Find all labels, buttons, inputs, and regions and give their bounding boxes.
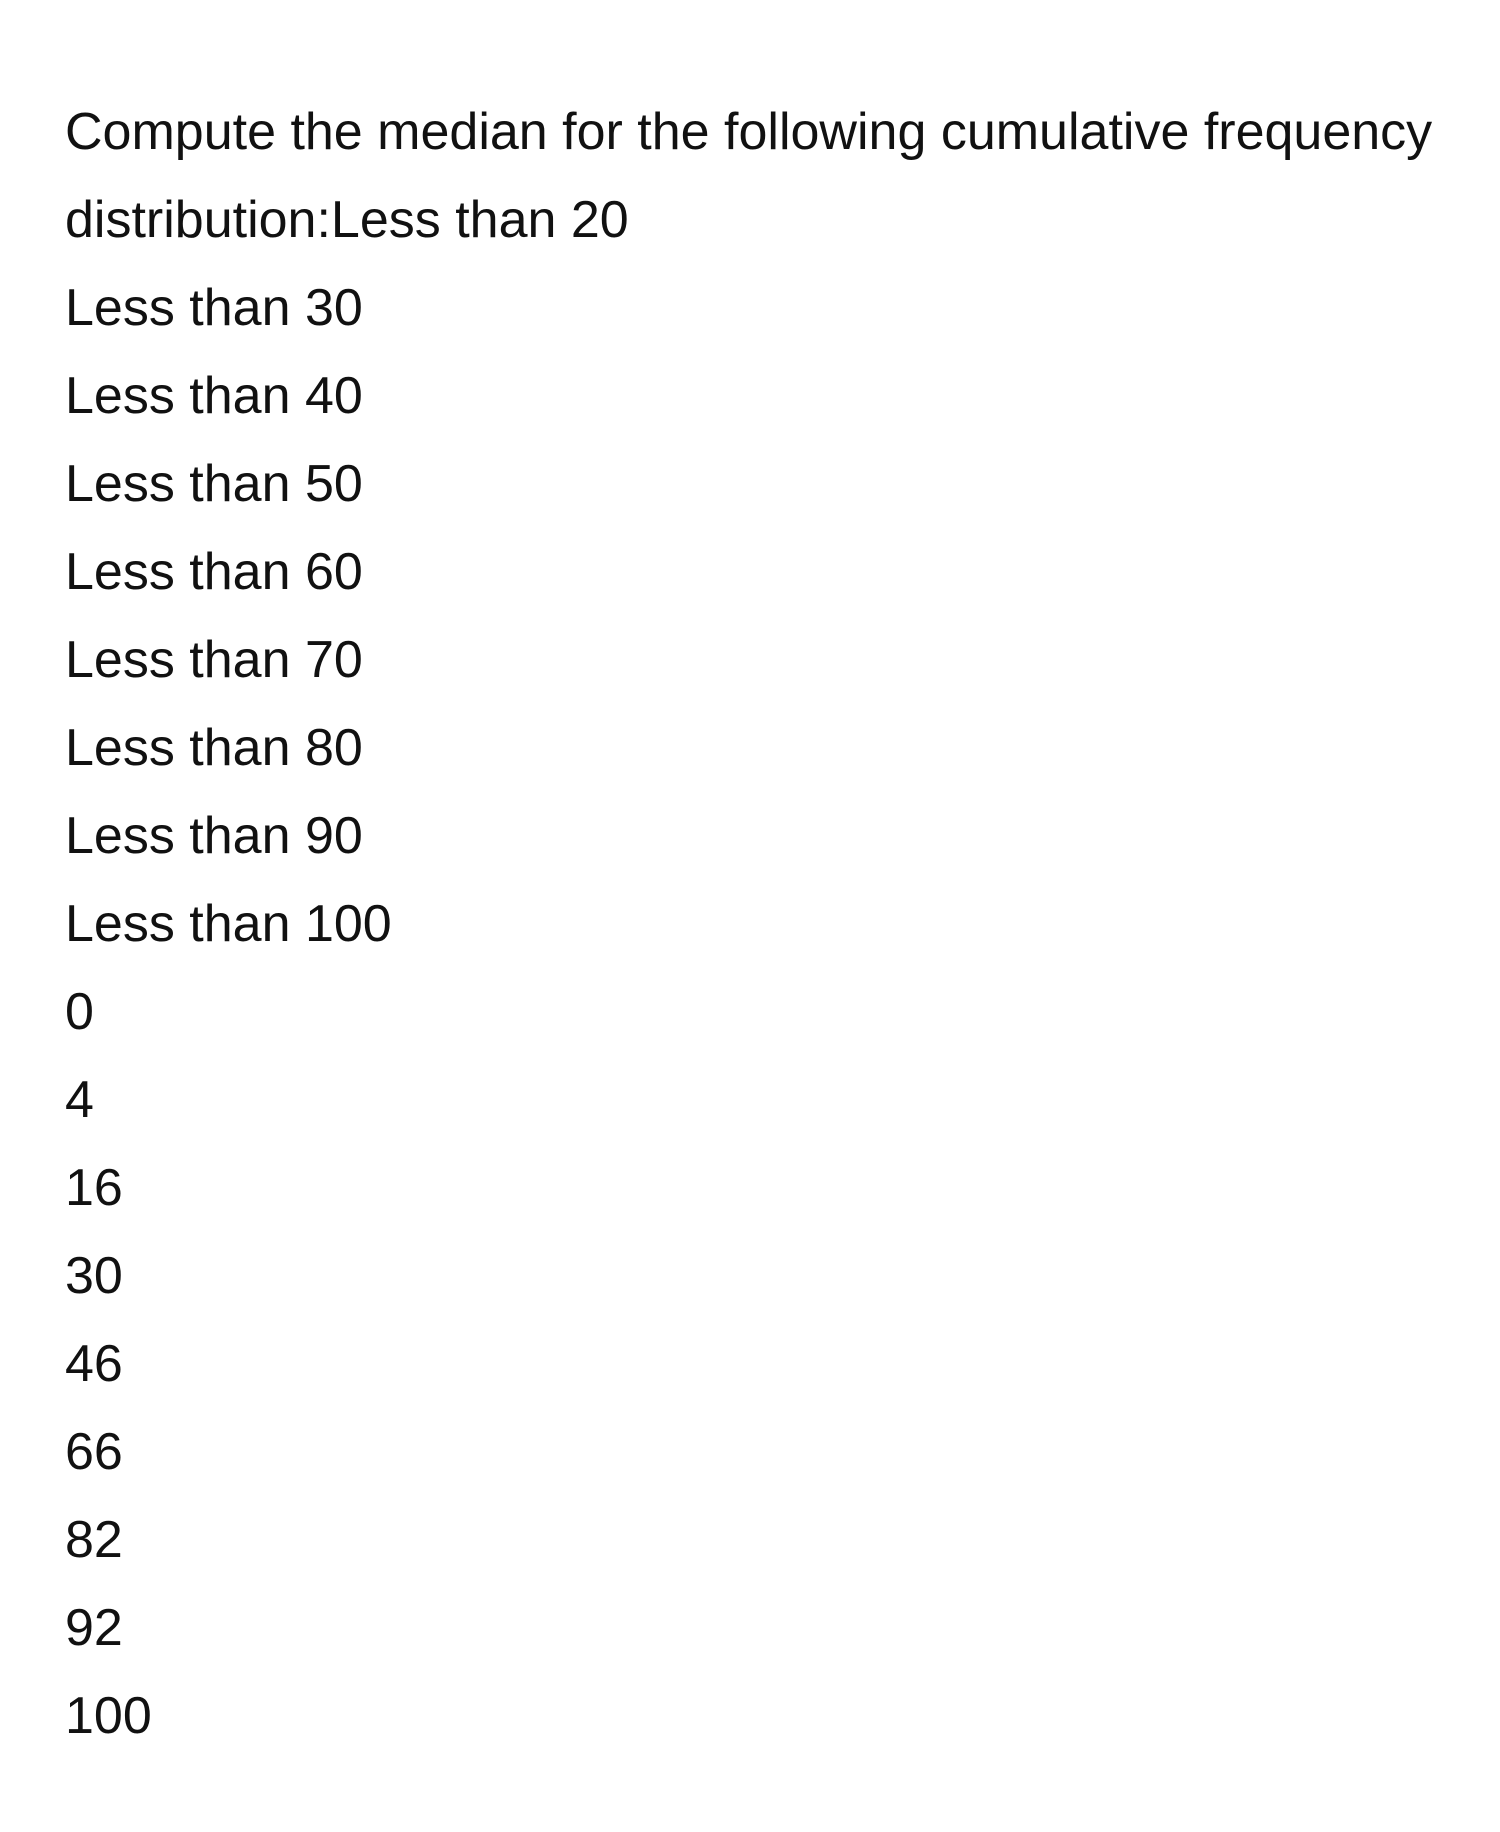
cumulative-frequency: 0 (65, 983, 94, 1041)
frequency-list (65, 968, 1445, 1760)
class-label: Less than 80 (65, 719, 363, 777)
class-label: Less than 70 (65, 631, 363, 689)
class-label-list (65, 264, 1445, 968)
class-label: Less than 40 (65, 367, 363, 425)
cumulative-frequency: 66 (65, 1423, 123, 1481)
class-label: Less than 30 (65, 279, 363, 337)
class-label: Less than 60 (65, 543, 363, 601)
class-label: Less than 90 (65, 807, 363, 865)
cumulative-frequency: 46 (65, 1335, 123, 1393)
question-text: Compute the median for the following cumulative frequency distribution:Less than 20 (65, 103, 1433, 249)
cumulative-frequency: 30 (65, 1247, 123, 1305)
cumulative-frequency: 100 (65, 1687, 152, 1745)
cumulative-frequency: 4 (65, 1071, 94, 1129)
question-document (65, 88, 1445, 1760)
cumulative-frequency: 82 (65, 1511, 123, 1569)
cumulative-frequency: 16 (65, 1159, 123, 1217)
class-label: Less than 100 (65, 895, 392, 953)
cumulative-frequency: 92 (65, 1599, 123, 1657)
class-label: Less than 50 (65, 455, 363, 513)
